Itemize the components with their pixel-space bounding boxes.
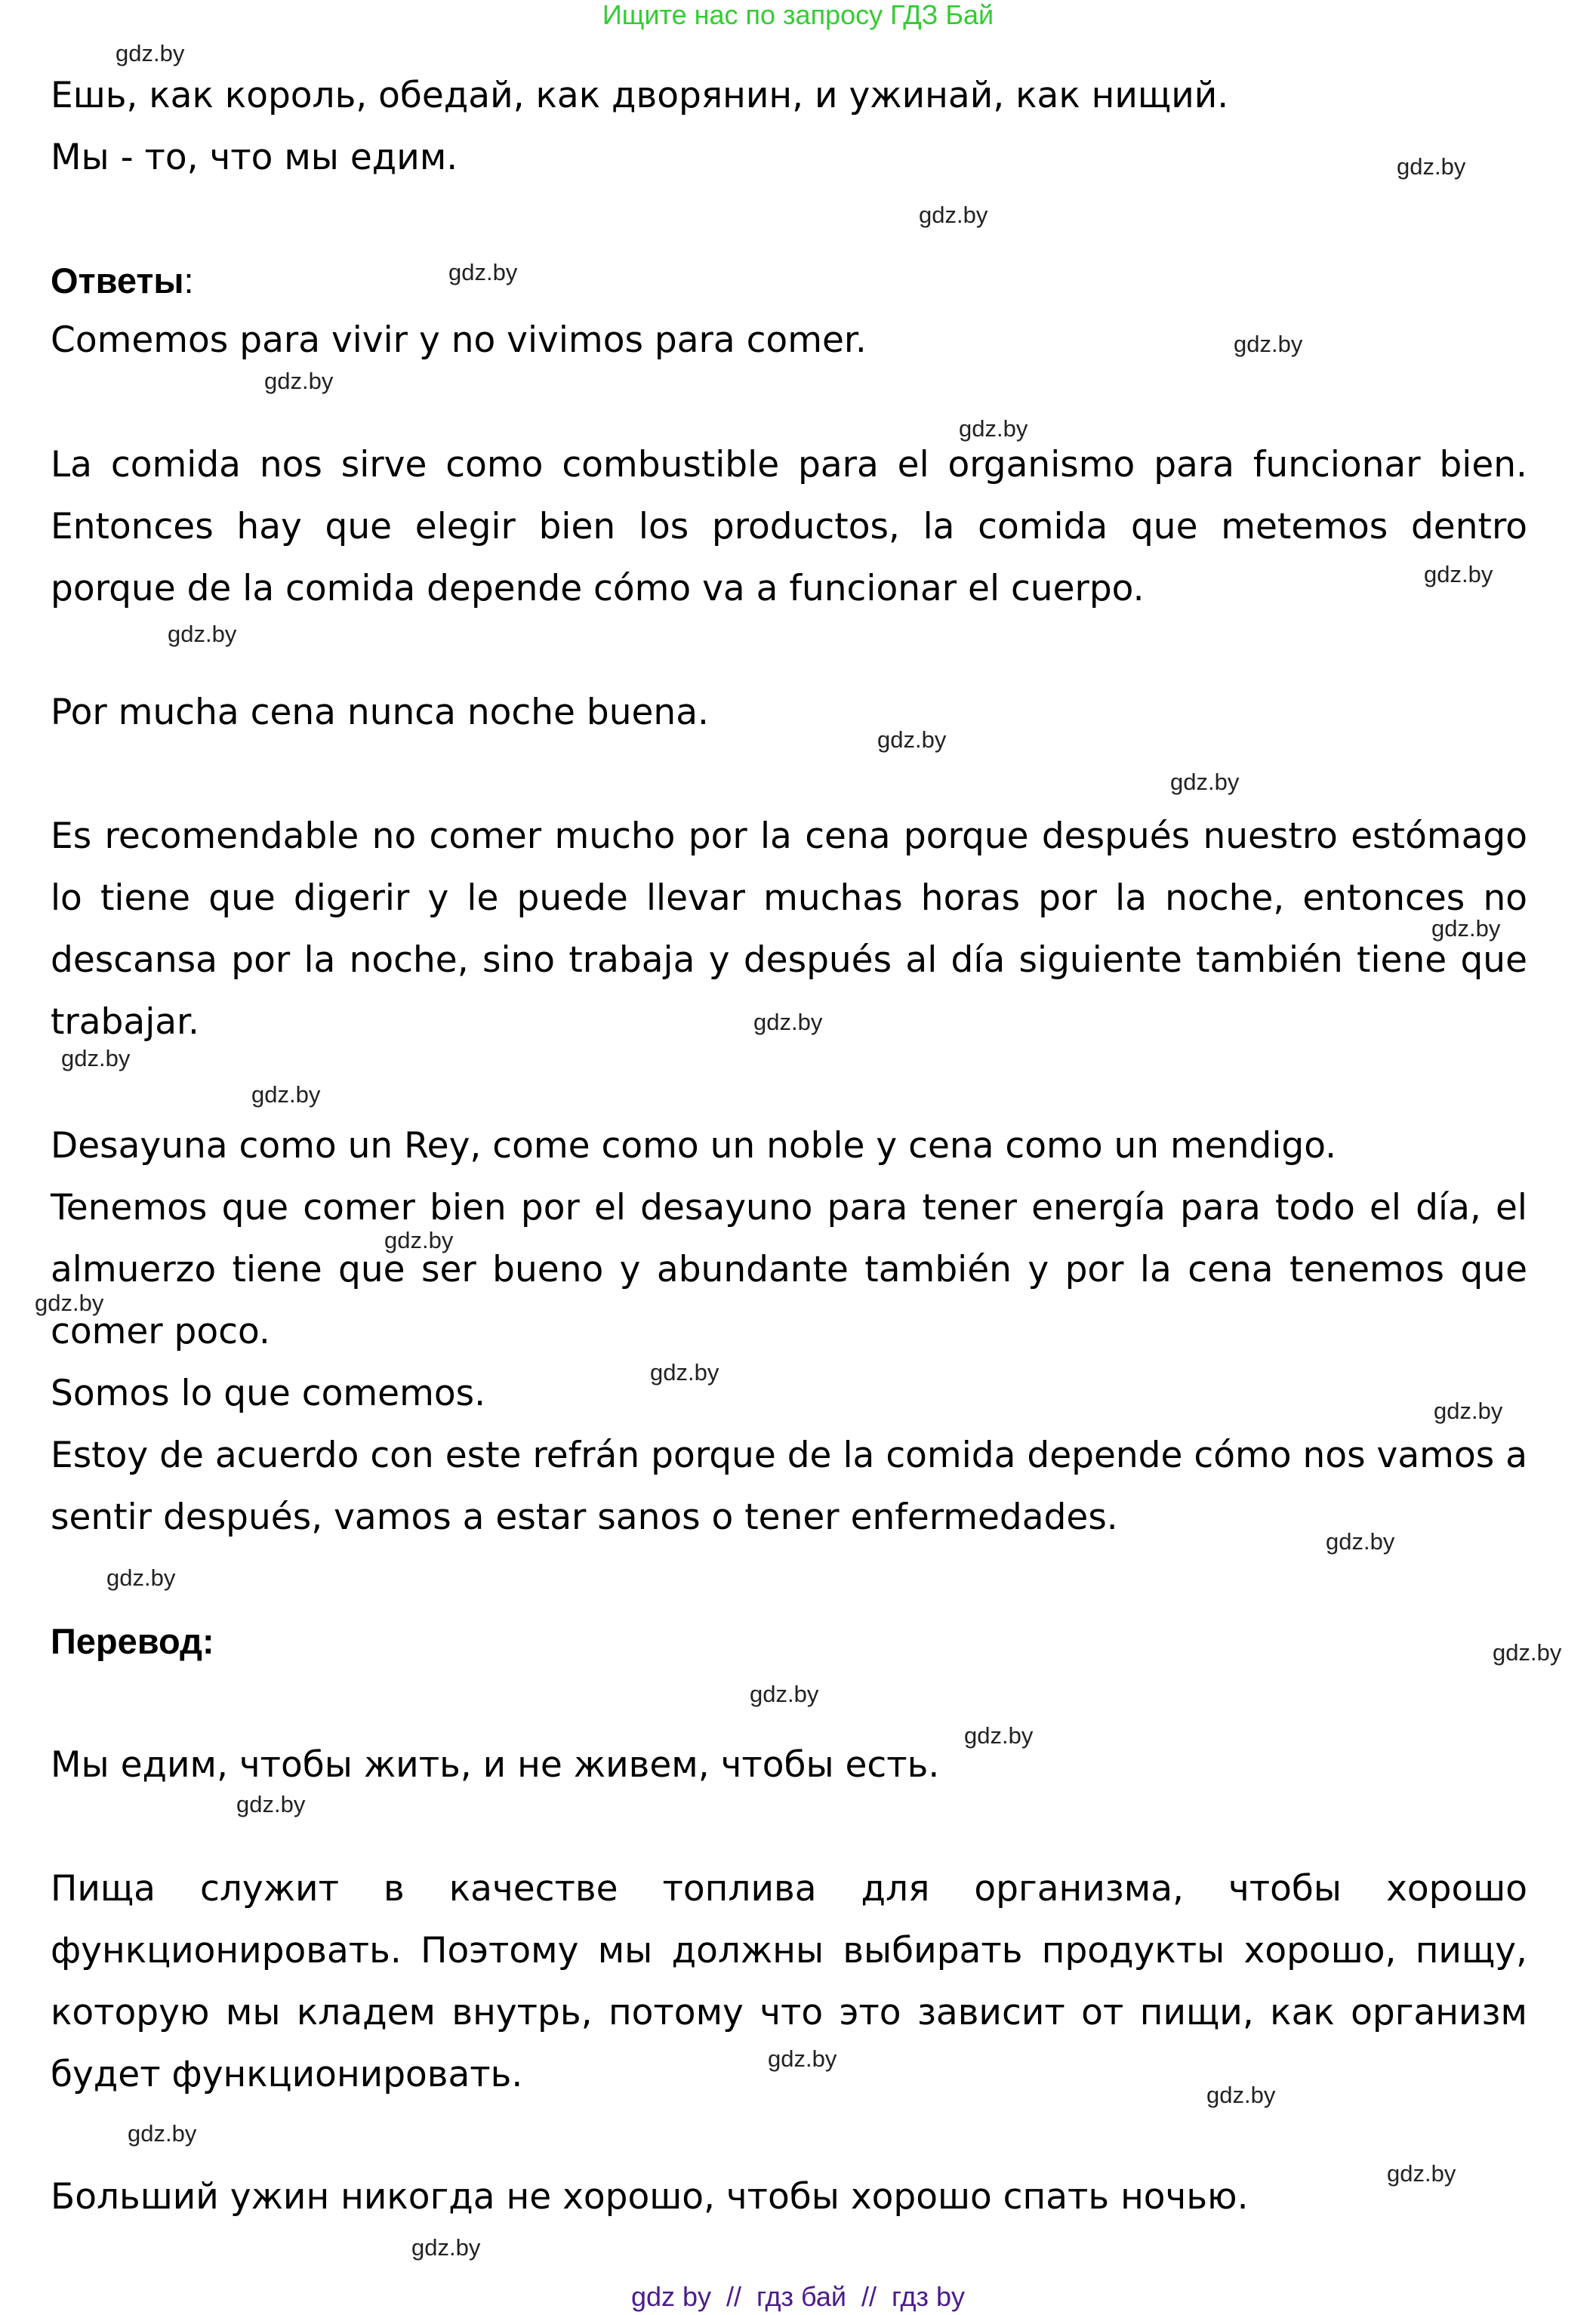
search-banner: Ищите нас по запросу ГДЗ Бай (602, 0, 994, 30)
watermark: gdz.by (768, 2045, 837, 2072)
watermark: gdz.by (128, 2120, 197, 2147)
translation-proverb-2: Больший ужин никогда не хорошо, чтобы хорошо спать ночью. (51, 2176, 1249, 2218)
watermark: gdz.by (1206, 2082, 1276, 2108)
answer-proverb-2: Por mucha cena nunca noche buena. (51, 692, 709, 733)
answers-heading (51, 258, 194, 304)
watermark: gdz.by (411, 2234, 481, 2261)
watermark: gdz.by (753, 1009, 823, 1035)
watermark: gdz.by (877, 726, 947, 753)
watermark: gdz.by (1431, 915, 1501, 942)
answers-heading-label: Ответы (51, 260, 184, 301)
watermark: gdz.by (106, 1564, 176, 1591)
watermark: gdz.by (1170, 769, 1240, 795)
watermark: gdz.by (750, 1681, 819, 1707)
watermark: gdz.by (1493, 1639, 1562, 1666)
answer-proverb-3: Desayuna como un Rey, come como un noble y cena como un mendigo. (51, 1125, 1337, 1167)
watermark: gdz.by (1234, 331, 1303, 357)
watermark: gdz.by (959, 415, 1028, 442)
watermark: gdz.by (116, 40, 185, 66)
translation-proverb-1: Мы едим, чтобы жить, и не живем, чтобы есть. (51, 1744, 940, 1786)
watermark: gdz.by (251, 1081, 321, 1108)
answer-explanation-3: Tenemos que comer bien por el desayuno para tener energía para todo el día, el almuerzo tiene que ser bueno y abundante también y por la cena tenemos que comer poco. (51, 1187, 1527, 1352)
watermark: gdz.by (384, 1227, 454, 1253)
watermark: gdz.by (168, 621, 237, 647)
watermark: gdz.by (448, 259, 518, 285)
answer-explanation-4: Estoy de acuerdo con este refrán porque de la comida depende cómo nos vamos a sentir después, vamos a estar sanos o tener enfermedades. (51, 1435, 1527, 1538)
answer-explanation-2: Es recomendable no comer mucho por la cena porque después nuestro estómago lo tiene que digerir y le puede llevar muchas horas por la noche, entonces no descansa por la noche, sino trabaja y después al día siguiente también tiene que trabajar. (51, 815, 1527, 1043)
intro-line-1: Ешь, как король, обедай, как дворянин, и ужинай, как нищий. (51, 75, 1229, 116)
watermark: gdz.by (1387, 2160, 1456, 2187)
intro-line-2: Мы - то, что мы едим. (51, 137, 458, 178)
watermark: gdz.by (650, 1359, 719, 1386)
watermark: gdz.by (1397, 153, 1466, 180)
watermark: gdz.by (1434, 1398, 1503, 1424)
translation-heading: Перевод: (51, 1621, 214, 1661)
translation-explanation-1: Пища служит в качестве топлива для организма, чтобы хорошо функционировать. Поэтому мы должны выбирать продукты хорошо, пищу, которую мы кладем внутрь, потому что это зависит от пищи, как организм будет функционировать. (51, 1868, 1527, 2095)
watermark: gdz.by (236, 1791, 306, 1817)
watermark: gdz.by (964, 1722, 1034, 1749)
answer-proverb-4: Somos lo que comemos. (51, 1373, 486, 1414)
answer-explanation-1: La comida nos sirve como combustible para el organismo para funcionar bien. Entonces hay que elegir bien los productos, la comida que metemos dentro porque de la comida depende cómo va a funcionar el cuerpo. (51, 444, 1527, 609)
watermark: gdz.by (264, 368, 334, 394)
watermark: gdz.by (1326, 1528, 1395, 1555)
watermark: gdz.by (919, 202, 988, 228)
watermark: gdz.by (61, 1045, 131, 1071)
footer-links: gdz by // гдз бай // гдз by (630, 2281, 966, 2312)
watermark: gdz.by (1424, 561, 1493, 587)
answer-proverb-1: Comemos para vivir y no vivimos para comer. (51, 319, 867, 361)
watermark: gdz.by (35, 1290, 104, 1316)
answers-heading-colon: : (183, 260, 194, 301)
